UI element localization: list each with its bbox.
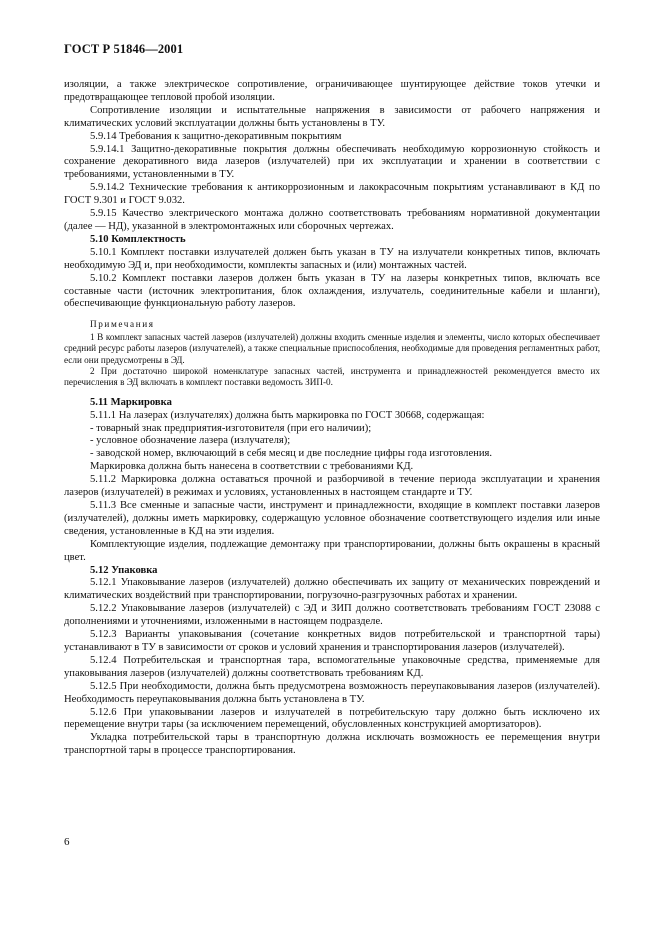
paragraph: Комплектующие изделия, подлежащие демонтажу при транспортировании, должны быть окрашены в красный цвет. xyxy=(64,538,600,563)
paragraph: 5.11.2 Маркировка должна оставаться прочной и разборчивой в течение периода эксплуатации и хранения лазеров (излучателей) в режимах и условиях, установленных в настоящем стандарте и ТУ. xyxy=(64,474,600,499)
document-page xyxy=(64,42,600,758)
paragraph: 5.11.3 Все сменные и запасные части, инструмент и принадлежности, входящие в комплект поставки лазеров (излучателей), должны иметь маркировку, содержащую условное обозначение соответствующего изделия или иные сведения, установленные в КД на эти изделия. xyxy=(64,500,600,537)
paragraph: 5.9.14.1 Защитно-декоративные покрытия должны обеспечивать необходимую коррозионную стойкость и сохранение декоративного вида лазеров (излучателей) при их эксплуатации и хранении в соответствии с требованиями, установленными в ТУ. xyxy=(64,143,600,181)
paragraph: 5.10.1 Комплект поставки излучателей должен быть указан в ТУ на излучатели конкретных типов, включать необходимую ЭД и, при необходимости, комплекты запасных и (или) монтажных частей. xyxy=(64,246,600,271)
list-item: - условное обозначение лазера (излучателя); xyxy=(90,435,291,447)
paragraph: 5.12.5 При необходимости, должна быть предусмотрена возможность переупаковывания лазеров (излучателей). Необходимость переупаковывания должна быть установлена в ТУ. xyxy=(64,680,600,705)
paragraph: 5.12.1 Упаковывание лазеров (излучателей) должно обеспечивать их защиту от механических повреждений и климатических воздействий при транспортировании, погрузочно-разгрузочных работах и хранении. xyxy=(64,577,600,602)
document-body xyxy=(64,79,600,758)
document-header: ГОСТ Р 51846—2001 xyxy=(64,42,184,56)
note-item: 2 При достаточно широкой номенклатуре запасных частей, инструмента и принадлежностей рекомендуется вместо их перечисления в ЭД включать в комплект поставки ведомость ЗИП-0. xyxy=(64,365,600,388)
paragraph: Сопротивление изоляции и испытательные напряжения в зависимости от рабочего напряжения и климатических условий эксплуатации должны быть установлены в ТУ. xyxy=(64,104,600,129)
paragraph: 5.12.2 Упаковывание лазеров (излучателей) с ЭД и ЗИП должно соответствовать требованиям ГОСТ 23088 с дополнениями и уточнениями, изложенными в настоящем подразделе. xyxy=(64,603,600,628)
paragraph: 5.12.3 Варианты упаковывания (сочетание конкретных видов потребительской и транспортной тары) устанавливают в ТУ в зависимости от сроков и условий хранения и транспортирования лазеров (излучателей). xyxy=(64,629,600,653)
paragraph: Укладка потребительской тары в транспортную должна исключать возможность ее перемещения внутри транспортной тары в процессе транспортирования. xyxy=(64,732,600,757)
paragraph: 5.12.4 Потребительская и транспортная тара, вспомогательные упаковочные средства, применяемые для упаковывания лазеров (излучателей) должны соответствовать требованиям КД. xyxy=(64,654,600,679)
note-item: 1 В комплект запасных частей лазеров (излучателей) должны входить сменные изделия и элементы, число которых обеспечивает средний ресурс работы лазеров (излучателей), а также специальные приспособления, необходимые для проведения регламентных работ, если они предусмотрены в ЭД. xyxy=(64,331,601,365)
page-number: 6 xyxy=(64,836,70,848)
paragraph: 5.9.14.2 Технические требования к антикоррозионным и лакокрасочным покрытиям устанавливают в КД по ГОСТ 9.301 и ГОСТ 9.032. xyxy=(64,182,600,207)
paragraph: 5.11.1 На лазерах (излучателях) должна быть маркировка по ГОСТ 30668, содержащая: xyxy=(90,409,485,421)
paragraph: 5.10.2 Комплект поставки лазеров должен быть указан в ТУ на лазеры конкретных типов, включать все составные части (источник электропитания, блок охлаждения, излучатель, соединительные кабели и шланги), обеспечивающие функциональную работу лазеров. xyxy=(64,272,600,310)
clause-title: 5.9.14 Требования к защитно-декоративным покрытиям xyxy=(90,130,342,142)
notes-title: Примечания xyxy=(90,319,155,330)
paragraph: изоляции, а также электрическое сопротивление, ограничивающее шунтирующее действие токов утечки и предотвращающее тепловой пробой изоляции. xyxy=(64,79,600,103)
paragraph: 5.12.6 При упаковывании лазеров и излучателей в потребительскую тару должно быть исключено их перемещение внутри тары (за исключением перемещений, обусловленных конструкцией амортизаторов). xyxy=(64,706,600,731)
paragraph: Маркировка должна быть нанесена в соответствии с требованиями КД. xyxy=(90,461,414,473)
paragraph: 5.9.15 Качество электрического монтажа должно соответствовать требованиям нормативной документации (далее — НД), указанной в электромонтажных или сборочных чертежах. xyxy=(64,208,600,232)
section-heading: 5.10 Комплектность xyxy=(90,233,186,245)
section-heading: 5.11 Маркировка xyxy=(90,396,172,408)
notes-block xyxy=(64,319,600,388)
list-item: - товарный знак предприятия-изготовителя (при его наличии); xyxy=(90,422,372,434)
section-heading: 5.12 Упаковка xyxy=(90,564,158,576)
list-item: - заводской номер, включающий в себя месяц и две последние цифры года изготовления. xyxy=(90,448,493,460)
